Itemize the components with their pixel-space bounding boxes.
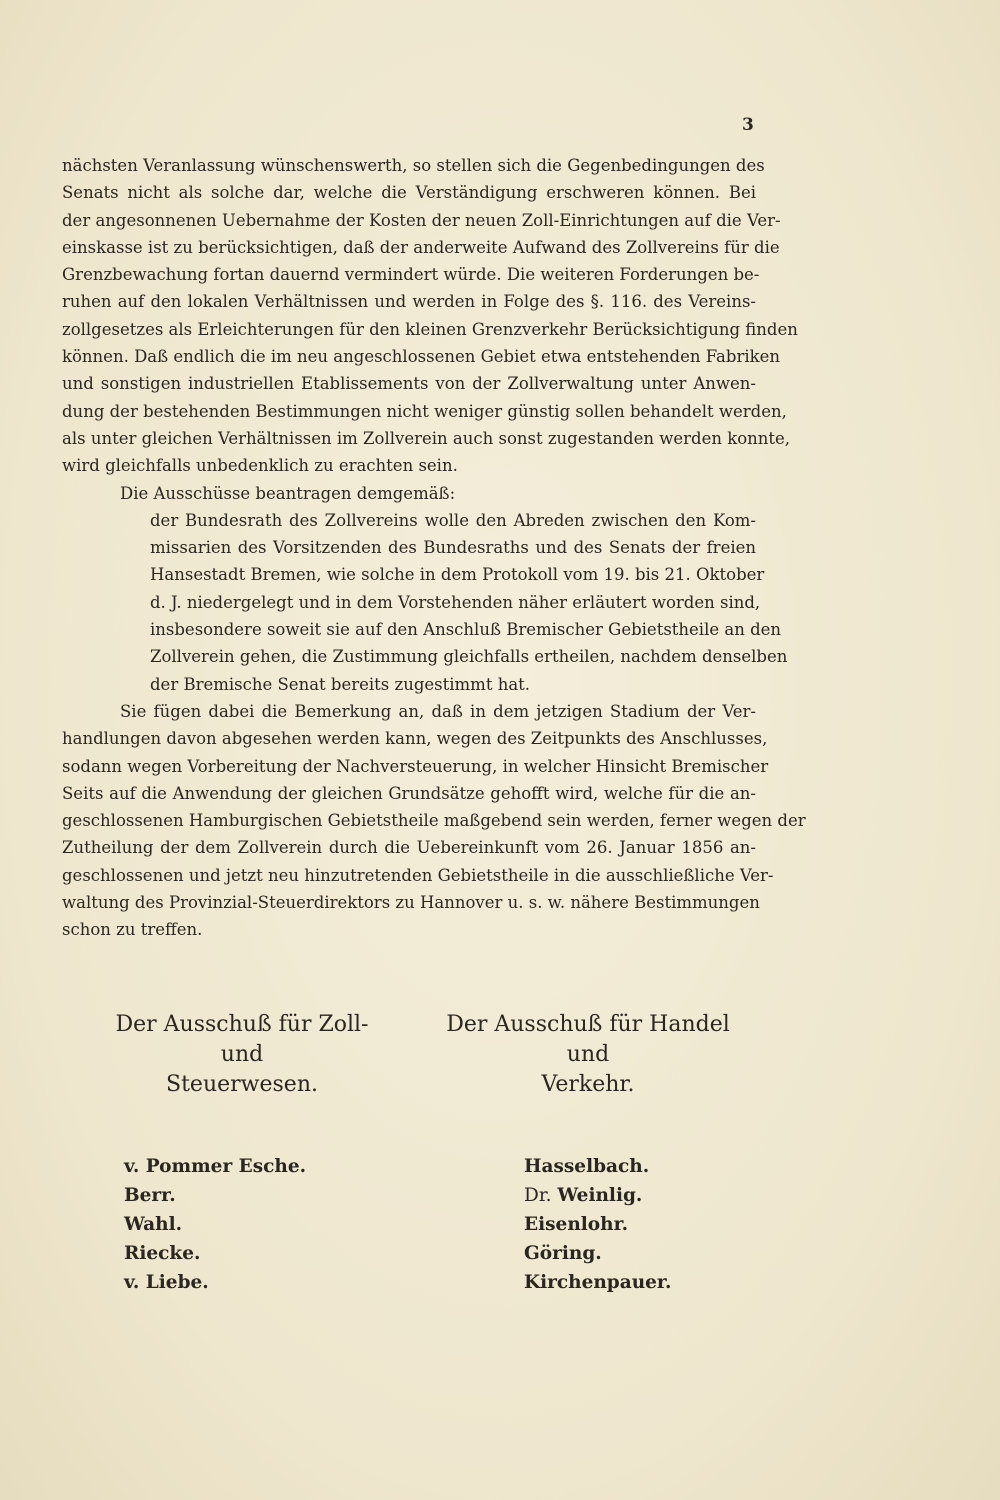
text-line: Senats nicht als solche dar, welche die Verständigung erschweren können. Bei	[62, 183, 756, 203]
motion-block	[62, 507, 788, 698]
signatory-name: v. Liebe.	[124, 1272, 209, 1293]
text-line: Seits auf die Anwendung der gleichen Grundsätze gehofft wird, welche für die an-	[62, 783, 756, 803]
committee-heading	[92, 1010, 392, 1100]
paragraph-2	[62, 480, 756, 507]
committee-heading-line: Verkehr.	[541, 1072, 635, 1097]
committee-heading-line: Der Ausschuß für Handel und	[446, 1012, 730, 1067]
paragraph-3	[62, 698, 806, 944]
signatory-name: Wahl.	[124, 1214, 183, 1235]
paragraph-1	[62, 152, 798, 480]
text-line: wird gleichfalls unbedenklich zu erachten sein.	[62, 456, 458, 476]
academic-title: Dr.	[524, 1185, 558, 1206]
signatory-name: Kirchenpauer.	[524, 1272, 672, 1293]
page-number: 3	[742, 115, 754, 135]
text-line: einskasse ist zu berücksichtigen, daß der anderweite Aufwand des Zollvereins für die	[62, 237, 780, 257]
signatory-name: v. Pommer Esche.	[124, 1156, 307, 1177]
text-line: zollgesetzes als Erleichterungen für den kleinen Grenzverkehr Berücksichtigung finden	[62, 319, 798, 339]
signatory-list	[92, 1152, 392, 1297]
text-line: dung der bestehenden Bestimmungen nicht weniger günstig sollen behandelt werden,	[62, 401, 787, 421]
signatory-name: Eisenlohr.	[524, 1214, 629, 1235]
signatory-name: Berr.	[124, 1185, 176, 1206]
text-line: sodann wegen Vorbereitung der Nachversteuerung, in welcher Hinsicht Bremischer	[62, 756, 769, 776]
text-line: Zutheilung der dem Zollverein durch die Uebereinkunft vom 26. Januar 1856 an-	[62, 838, 756, 858]
text-line: und sonstigen industriellen Etablissements von der Zollverwaltung unter Anwen-	[62, 374, 756, 394]
text-line: ruhen auf den lokalen Verhältnissen und werden in Folge des §. 116. des Vereins-	[62, 292, 756, 312]
committee-heading-line: Der Ausschuß für Zoll- und	[115, 1012, 369, 1067]
text-line: der angesonnenen Uebernahme der Kosten der neuen Zoll-Einrichtungen auf die Ver-	[62, 210, 781, 230]
signature-block-customs-committee	[92, 1010, 392, 1297]
signatory-name: Hasselbach.	[524, 1156, 650, 1177]
text-line: handlungen davon abgesehen werden kann, wegen des Zeitpunkts des Anschlusses,	[62, 729, 768, 749]
text-line: Sie fügen dabei die Bemerkung an, daß in dem jetzigen Stadium der Ver-	[120, 701, 756, 721]
text-line: Grenzbewachung fortan dauernd vermindert würde. Die weiteren Forderungen be-	[62, 265, 760, 285]
text-line: missarien des Vorsitzenden des Bundesraths und des Senats der freien	[150, 538, 756, 558]
text-line: geschlossenen Hamburgischen Gebietstheile maßgebend sein werden, ferner wegen der	[62, 811, 806, 831]
signatory-name: Göring.	[524, 1243, 602, 1264]
signatory-name: Riecke.	[124, 1243, 201, 1264]
committee-heading-line: Steuerwesen.	[166, 1072, 318, 1097]
committee-heading	[428, 1010, 748, 1100]
text-line: Die Ausschüsse beantragen demgemäß:	[120, 483, 456, 503]
text-line: der Bundesrath des Zollvereins wolle den Abreden zwischen den Kom-	[150, 510, 756, 530]
text-line: können. Daß endlich die im neu angeschlossenen Gebiet etwa entstehenden Fabriken	[62, 347, 781, 367]
body-text	[62, 152, 806, 944]
text-line: Hansestadt Bremen, wie solche in dem Protokoll vom 19. bis 21. Oktober	[150, 565, 765, 585]
text-line: der Bremische Senat bereits zugestimmt hat.	[150, 674, 531, 694]
text-line: schon zu treffen.	[62, 920, 203, 940]
text-line: insbesondere soweit sie auf den Anschluß Bremischer Gebietstheile an den	[150, 620, 782, 640]
text-line: waltung des Provinzial-Steuerdirektors zu Hannover u. s. w. nähere Bestimmungen	[62, 893, 760, 913]
text-line: geschlossenen und jetzt neu hinzutretenden Gebietstheile in die ausschließliche Ver-	[62, 865, 774, 885]
text-line: als unter gleichen Verhältnissen im Zollverein auch sonst zugestanden werden konnte,	[62, 428, 791, 448]
signatory-name-with-title	[524, 1181, 748, 1210]
text-line: nächsten Veranlassung wünschenswerth, so stellen sich die Gegenbedingungen des	[62, 156, 765, 175]
text-line: Zollverein gehen, die Zustimmung gleichfalls ertheilen, nachdem denselben	[150, 647, 788, 667]
signature-block-trade-committee	[428, 1010, 748, 1297]
text-line: d. J. niedergelegt und in dem Vorstehenden näher erläutert worden sind,	[150, 592, 761, 612]
signatory-list	[428, 1152, 748, 1297]
signatory-name: Weinlig.	[557, 1185, 643, 1206]
